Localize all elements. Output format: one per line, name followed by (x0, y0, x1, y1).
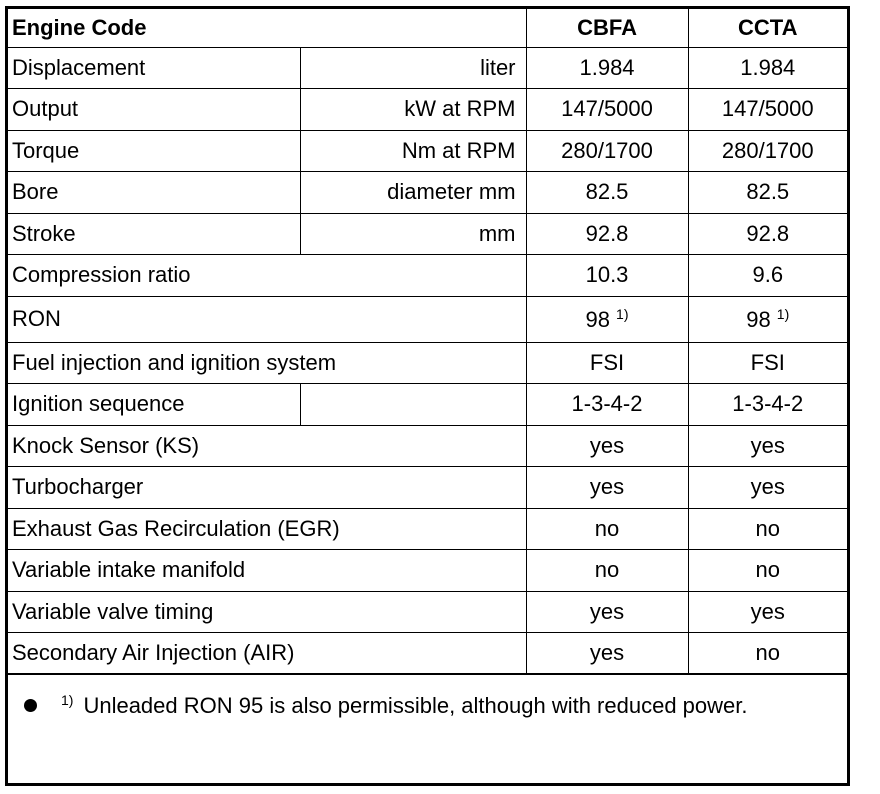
footnote-marker: 1) (776, 305, 790, 322)
footnote (24, 692, 747, 719)
value-ccta: 147/5000 (688, 89, 847, 131)
header-label: Engine Code (8, 9, 526, 47)
ron-value: 98 (585, 306, 611, 332)
row-label: Secondary Air Injection (AIR) (8, 633, 526, 675)
footnote-marker: 1) (616, 305, 629, 322)
value-ccta: 1.984 (688, 47, 847, 89)
value-ccta: yes (688, 467, 847, 509)
engine-code-ccta: CCTA (688, 9, 847, 47)
value-cbfa: 92.8 (526, 213, 688, 255)
row-label: Knock Sensor (KS) (8, 425, 526, 467)
value-cbfa (526, 296, 688, 342)
table-row (8, 89, 847, 131)
header-row (8, 9, 847, 47)
row-unit: diameter mm (300, 172, 526, 214)
value-cbfa: yes (526, 591, 688, 633)
value-cbfa: FSI (526, 342, 688, 384)
value-ccta: no (688, 633, 847, 675)
table-row (8, 467, 847, 509)
value-ccta: 92.8 (688, 213, 847, 255)
value-ccta: 1-3-4-2 (688, 384, 847, 426)
value-cbfa: 82.5 (526, 172, 688, 214)
table-row (8, 550, 847, 592)
row-label: RON (8, 296, 526, 342)
row-label: Turbocharger (8, 467, 526, 509)
table-row (8, 213, 847, 255)
engine-spec-table (8, 9, 847, 675)
value-ccta: yes (688, 591, 847, 633)
bullet-icon (24, 699, 37, 712)
row-label: Fuel injection and ignition system (8, 342, 526, 384)
value-cbfa: 1-3-4-2 (526, 384, 688, 426)
value-ccta: yes (688, 425, 847, 467)
value-ccta (688, 296, 847, 342)
table-row (8, 296, 847, 342)
row-label: Stroke (8, 213, 300, 255)
row-label: Compression ratio (8, 255, 526, 297)
row-unit (300, 384, 526, 426)
row-label: Variable intake manifold (8, 550, 526, 592)
value-cbfa: 1.984 (526, 47, 688, 89)
row-unit: kW at RPM (300, 89, 526, 131)
value-cbfa: 147/5000 (526, 89, 688, 131)
row-label: Bore (8, 172, 300, 214)
row-label: Variable valve timing (8, 591, 526, 633)
row-label: Ignition sequence (8, 384, 300, 426)
row-label: Displacement (8, 47, 300, 89)
engine-code-cbfa: CBFA (526, 9, 688, 47)
table-row (8, 591, 847, 633)
spec-table-frame (5, 6, 850, 786)
row-unit: mm (300, 213, 526, 255)
table-row (8, 425, 847, 467)
value-ccta: FSI (688, 342, 847, 384)
value-cbfa: 10.3 (526, 255, 688, 297)
value-cbfa: yes (526, 633, 688, 675)
row-unit: liter (300, 47, 526, 89)
table-row (8, 633, 847, 675)
row-unit: Nm at RPM (300, 130, 526, 172)
value-ccta: no (688, 508, 847, 550)
row-label: Exhaust Gas Recirculation (EGR) (8, 508, 526, 550)
table-row (8, 508, 847, 550)
value-cbfa: no (526, 508, 688, 550)
value-cbfa: 280/1700 (526, 130, 688, 172)
value-ccta: 82.5 (688, 172, 847, 214)
ron-value: 98 (746, 306, 771, 332)
value-ccta: 9.6 (688, 255, 847, 297)
table-row (8, 130, 847, 172)
value-cbfa: yes (526, 467, 688, 509)
value-cbfa: no (526, 550, 688, 592)
footnote-text: Unleaded RON 95 is also permissible, although with reduced power. (83, 693, 748, 718)
row-label: Output (8, 89, 300, 131)
table-row (8, 384, 847, 426)
table-row (8, 342, 847, 384)
value-ccta: 280/1700 (688, 130, 847, 172)
footnote-marker: 1) (61, 692, 74, 708)
row-label: Torque (8, 130, 300, 172)
table-row (8, 47, 847, 89)
value-cbfa: yes (526, 425, 688, 467)
table-row (8, 255, 847, 297)
table-row (8, 172, 847, 214)
value-ccta: no (688, 550, 847, 592)
